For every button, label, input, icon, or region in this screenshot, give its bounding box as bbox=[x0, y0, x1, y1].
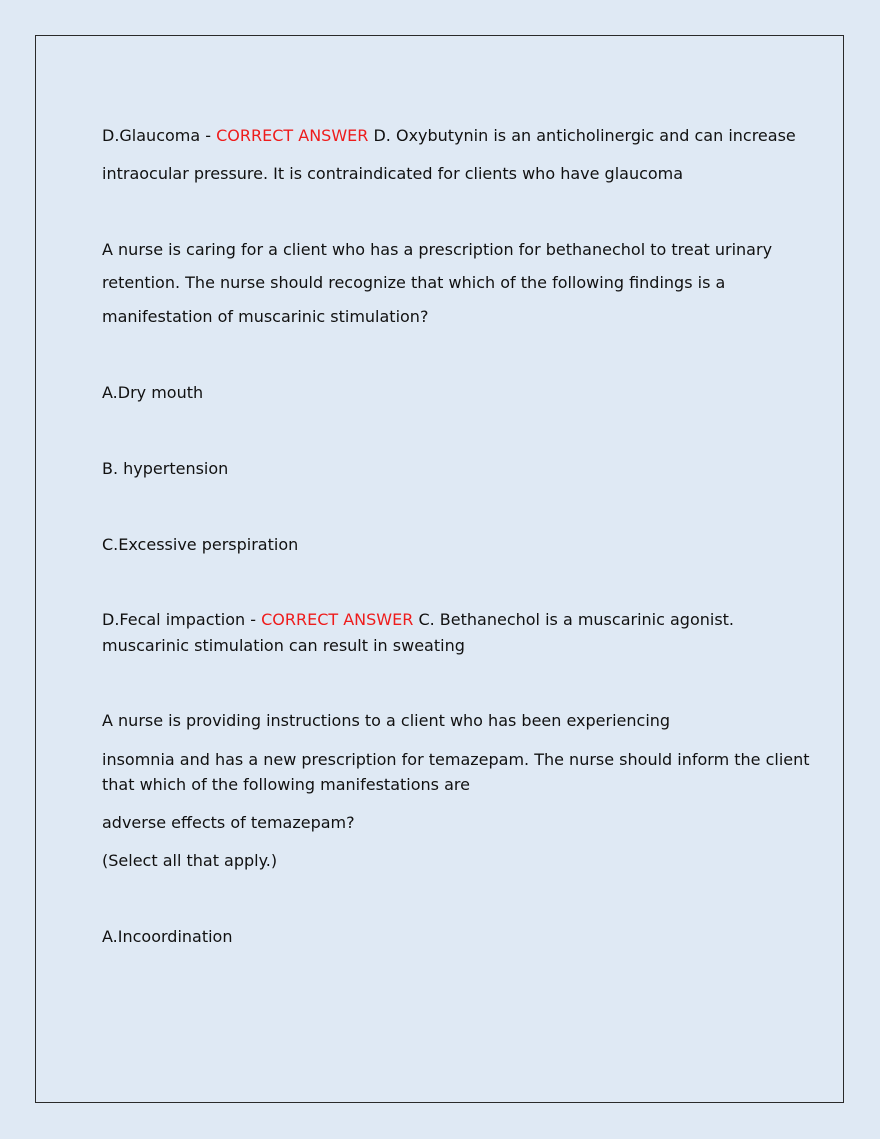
rationale-text: C. Bethanechol is a muscarinic agonist. bbox=[413, 610, 735, 629]
question-line: insomnia and has a new prescription for temazepam. The nurse should inform the client bbox=[102, 750, 810, 769]
rationale-continuation: intraocular pressure. It is contraindicated for clients who have glaucoma bbox=[102, 164, 684, 183]
question-line: retention. The nurse should recognize that which of the following findings is a bbox=[102, 273, 726, 292]
correct-answer-label: CORRECT ANSWER bbox=[261, 610, 414, 629]
option-c: C.Excessive perspiration bbox=[102, 535, 299, 554]
correct-answer-label: CORRECT ANSWER bbox=[216, 126, 369, 145]
option-text: D.Fecal impaction - bbox=[102, 610, 262, 629]
question-line: A nurse is providing instructions to a client who has been experiencing bbox=[102, 711, 671, 730]
answer-line-glaucoma bbox=[102, 126, 796, 146]
rationale-continuation: muscarinic stimulation can result in sweating bbox=[102, 636, 465, 655]
question-line: adverse effects of temazepam? bbox=[102, 813, 355, 832]
option-a: A.Incoordination bbox=[102, 927, 233, 946]
option-text: D.Glaucoma - bbox=[102, 126, 217, 145]
option-b: B. hypertension bbox=[102, 459, 229, 478]
rationale-text: D. Oxybutynin is an anticholinergic and can increase bbox=[368, 126, 796, 145]
question-line: A nurse is caring for a client who has a prescription for bethanechol to treat urinary bbox=[102, 240, 773, 259]
option-a: A.Dry mouth bbox=[102, 383, 204, 402]
answer-line-fecal-impaction bbox=[102, 610, 734, 630]
question-line: manifestation of muscarinic stimulation? bbox=[102, 307, 429, 326]
question-line: that which of the following manifestations are bbox=[102, 775, 470, 794]
question-instruction: (Select all that apply.) bbox=[102, 851, 278, 870]
